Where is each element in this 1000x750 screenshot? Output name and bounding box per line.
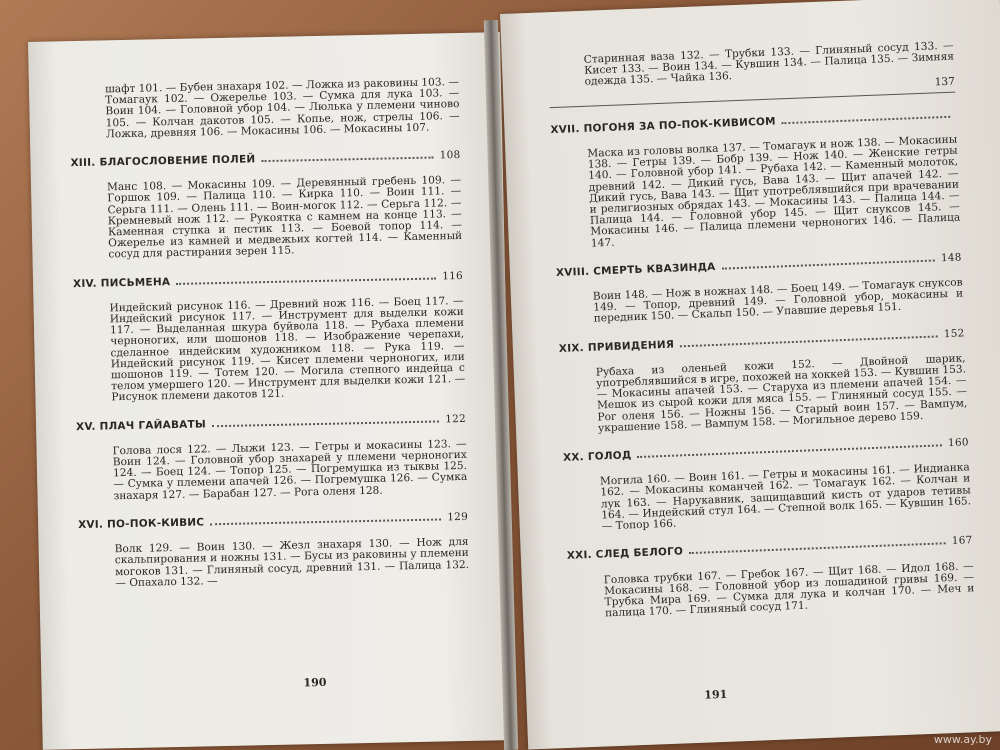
section-heading: [76, 414, 466, 433]
section-page: 152: [943, 327, 965, 340]
section-heading: [563, 437, 969, 464]
section-page: 116: [442, 269, 464, 283]
section-text: Рубаха из оленьей кожи 152. — Двойной шарик, употреблявшийся в игре, похожей на хоккей 153. — Кувшин 153. — Мокасины апачей 153. — Старуха из племени апачей 154. — Мешок из сырой кожи для мяса 155. — Глиняный сосуд 155. — Рог оленя 156. — Ножны 156. — Старый воин 157. — Вампум, украшение 158. — Вампум 158. — Могильное дерево 159.: [595, 352, 968, 435]
section-text: Воин 148. — Нож в ножнах 148. — Боец 149. — Томагаук снуксов 149. — Топор, древний 149. — Головной убор, мокасины и передник 150. — Скальп 150. — Упавшие деревья 151.: [592, 276, 964, 326]
right-column: [548, 41, 975, 621]
section-page: 167: [951, 534, 973, 548]
leader-dots: [689, 543, 946, 555]
intro-page-number: 137: [934, 75, 956, 88]
section-page: 160: [947, 436, 970, 450]
leader-dots: [261, 157, 433, 163]
section-text: Маска из головы волка 137. — Томагаук и нож 138. — Мокасины 138. — Гетры 139. — Бобр 139. — Нож 140. — Женские гетры 140. — Головной убор 141. — Рубаха 142. — Каменный молоток, древний 142. — Дикий гусь, Вава 143. — Щит апачей 142. — Дикий гусь, Вава 143. — Щит употреблявшийся при врачевании и религиозных обрядах 143. — Мокасины 143. — Палица 144. — Палица 144. — Головной убор 145. — Щит снуксов 145. — Мокасины 146. — Палица племени черноногих 146. — Палица 147.: [587, 133, 961, 250]
leader-dots: [212, 420, 439, 427]
section-title: XVII. ПОГОНЯ ЗА ПО-ПОК-КИВИСОМ: [550, 115, 777, 136]
section-title: XVI. ПО-ПОК-КИВИС: [77, 516, 205, 531]
section-heading: [78, 512, 468, 531]
section-heading: [70, 150, 460, 169]
right-intro-text: Старинная ваза 132. — Трубки 133. — Глиняный сосуд 133. — Кисет 133. — Воин 134. — Кувшин 134. — Палица 135. — Зимняя одежда 135. — Чайка 136.: [583, 39, 955, 89]
leader-dots: [782, 116, 950, 124]
section-title: XXI. СЛЕД БЕЛОГО: [566, 545, 684, 563]
page-number-right: 191: [704, 687, 728, 702]
section-title: XV. ПЛАЧ ГАЙАВАТЫ: [75, 418, 207, 433]
page-number-left: 190: [303, 675, 327, 690]
section-page: 129: [447, 510, 469, 524]
section-heading: [550, 109, 956, 136]
section-text: Волк 129. — Воин 130. — Жезл знахаря 130. — Нож для скальпирования и ножны 131. — Бусы из раковины у племени могоков 131. — Глиняный сосуд, древний 131. — Палица 132. — Опахало 132. —: [114, 535, 470, 589]
right-page: [500, 0, 1000, 749]
section-heading: [567, 536, 973, 563]
section-heading: [73, 271, 463, 290]
leader-dots: [680, 335, 938, 347]
section-text: Могила 160. — Воин 161. — Гетры и мокасины 161. — Индианка 162. — Мокасины команчей 162. — Томагаук 162. — Колчан и лук 163. — Нарукавник, защищавший кисть от ударов тетивы 164. — Индейский стул 164. — Степной волк 165. — Кувшин 165. — Топор 166.: [599, 461, 972, 533]
section-text: Голова лося 122. — Лыжи 123. — Гетры и мокасины 123. — Воин 124. — Головной убор знахарей у племени черноногих 124. — Боец 124. — Топор 125. — Погремушка из тыквы 125. — Сумка у племени апачей 126. — Погремушка 126. — Сумка знахаря 127. — Барабан 127. — Рога оленя 128.: [112, 437, 468, 502]
section-text: Манс 108. — Мокасины 109. — Деревянный гребень 109. — Горшок 109. — Палица 110. — Кирка 110. — Воин 111. — Серьга 111. — Олень 111. — Воин-могок 112. — Серьга 112. — Кремневый нож 112. — Рукоятка с камнем на конце 113. — Каменная ступка и пестик 113. — Боевой топор 114. — Ожерелье из камней и медвежьих когтей 114. — Каменный сосуд для растирания зерен 115.: [106, 174, 463, 261]
left-column: [69, 77, 469, 590]
section-page: 148: [940, 251, 962, 265]
section-title: XX. ГОЛОД: [562, 449, 632, 464]
section-heading: [559, 328, 965, 355]
leader-dots: [210, 518, 441, 525]
section-title: XIII. БЛАГОСЛОВЕНИЕ ПОЛЕЙ: [70, 153, 256, 170]
left-page: [28, 32, 515, 750]
section-heading: [556, 252, 962, 279]
section-page: 122: [445, 412, 467, 426]
watermark: www.ay.by: [933, 733, 992, 746]
leader-dots: [176, 277, 436, 284]
leader-dots: [638, 444, 943, 458]
section-text: Индейский рисунок 116. — Древний нож 116. — Боец 117. — Индейский рисунок 117. — Инструмент для выделки кожи 117. — Выделанная шкура буйвола 118. — Рубаха племени черноногих, или шошонов 118. — Изображение черепахи, сделанное индейским художником 118. — Рука 119. — Индейский рисунок 119. — Кисет племени черноногих, или шошонов 119. — Тотем 120. — Могила степного индейца с телом умершего 120. — Инструмент для выделки кожи 121. — Рисунок племени дакотов 121.: [109, 294, 466, 404]
left-intro-text: шафт 101. — Бубен знахаря 102. — Ложка из раковины 103. — Томагаук 102. — Ожерелье 103. — Сумка для лука 103. — Воин 104. — Головной убор 104. — Люлька у племени чиново 105. — Колчан дакотов 105. — Копье, нож, стрелы 106. — Ложка, древняя 106. — Мокасины 106. — Мокасины 107.: [104, 75, 460, 141]
section-page: 108: [439, 148, 461, 162]
leader-dots: [722, 259, 936, 269]
section-title: XVIII. СМЕРТЬ КВАЗИНДА: [555, 260, 716, 279]
section-text: Головка трубки 167. — Гребок 167. — Щит 168. — Идол 168. — Мокасины 168. — Головной убор из лошадиной гривы 169. — Трубка Мира 169. — Сумка для лука и колчан 170. — Меч и палица 170. — Глиняный сосуд 171.: [603, 559, 975, 620]
section-title: XIV. ПИСЬМЕНА: [72, 275, 171, 290]
section-title: XIX. ПРИВИДЕНИЯ: [558, 338, 675, 355]
